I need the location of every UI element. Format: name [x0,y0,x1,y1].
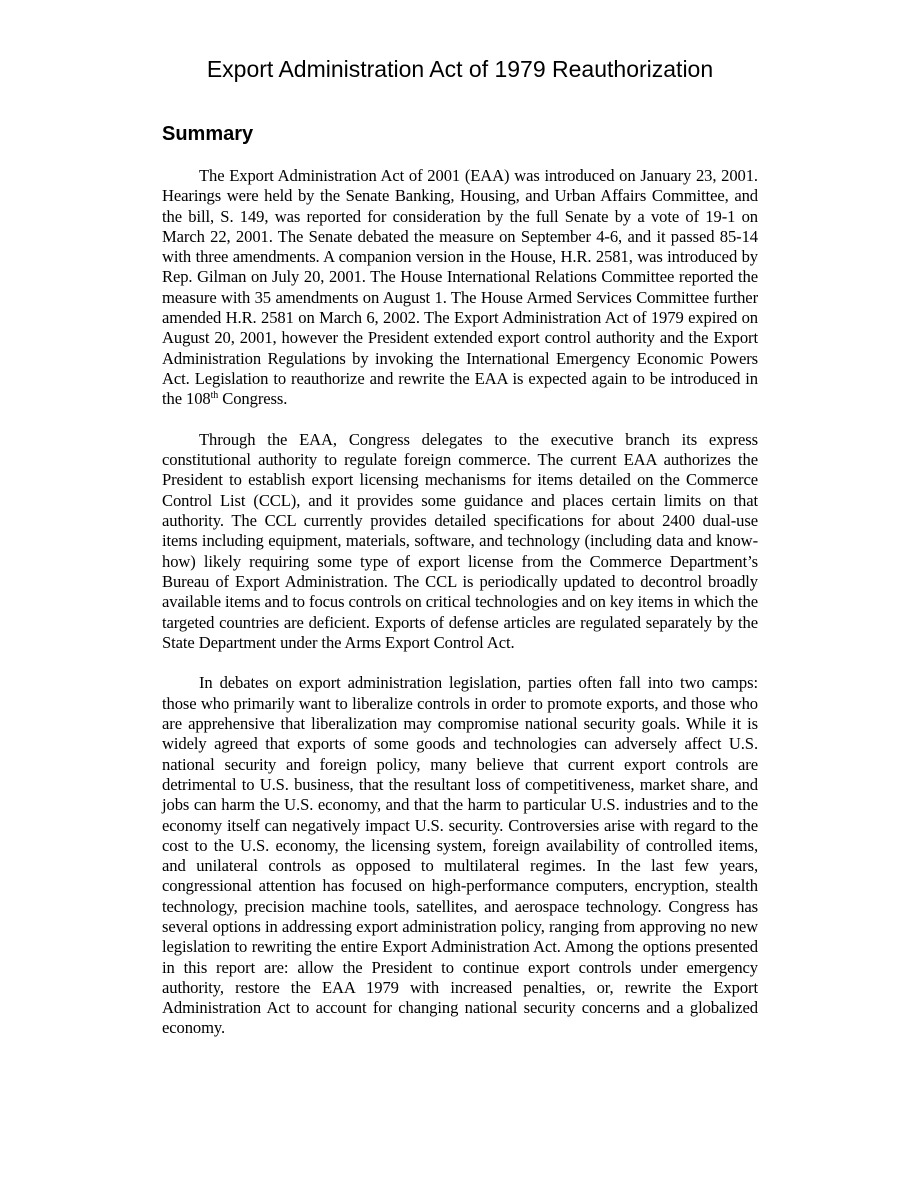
summary-paragraph-2: Through the EAA, Congress delegates to the executive branch its express constitutional authority to regulate foreign commerce. The current EAA authorizes the President to establish export licensing mechanisms for items detailed on the Commerce Control List (CCL), and it provides some guidance and places certain limits on that authority. The CCL currently provides detailed specifications for about 2400 dual-use items including equipment, materials, software, and technology (including data and know-how) likely requiring some type of export license from the Commerce Department’s Bureau of Export Administration. The CCL is periodically updated to decontrol broadly available items and to focus controls on critical technologies and on key items in which the targeted countries are deficient. Exports of defense articles are regulated separately by the State Department under the Arms Export Control Act. [162,429,758,652]
paragraph-1-text-end: Congress. [218,389,288,409]
section-heading-summary: Summary [162,123,254,145]
ordinal-superscript: th [210,390,219,402]
paragraph-1-text: The Export Administration Act of 2001 (EAA) was introduced on January 23, 2001. Hearings were held by the Senate Banking, Housing, and Urban Affairs Committee, and the bill, S. 149, was reported for consideration by the full Senate by a vote of 19-1 on March 22, 2001. The Senate debated the measure on September 4-6, and it passed 85-14 with three amendments. A companion version in the House, H.R. 2581, was introduced by Rep. Gilman on July 20, 2001. The House International Relations Committee reported the measure with 35 amendments on August 1. The House Armed Services Committee further amended H.R. 2581 on March 6, 2002. The Export Administration Act of 1979 expired on August 20, 2001, however the President extended export control authority and the Export Administration Regulations by invoking the International Emergency Economic Powers Act. Legislation to reauthorize and rewrite the EAA is expected again to be introduced in the 108 [162,166,758,409]
summary-paragraph-1 [162,166,758,410]
summary-paragraph-3: In debates on export administration legislation, parties often fall into two camps: those who primarily want to liberalize controls in order to promote exports, and those who are apprehensive that liberalization may compromise national security goals. While it is widely agreed that exports of some goods and technologies can adversely affect U.S. national security and foreign policy, many believe that current export controls are detrimental to U.S. business, that the resultant loss of competitiveness, market share, and jobs can harm the U.S. economy, and that the harm to particular U.S. industries and to the economy itself can negatively impact U.S. security. Controversies arise with regard to the cost to the U.S. economy, the licensing system, foreign availability of controlled items, and unilateral controls as opposed to multilateral regimes. In the last few years, congressional attention has focused on high-performance computers, encryption, stealth technology, precision machine tools, satellites, and aerospace technology. Congress has several options in addressing export administration policy, ranging from approving no new legislation to rewriting the entire Export Administration Act. Among the options presented in this report are: allow the President to continue export controls under emergency authority, restore the EAA 1979 with increased penalties, or, rewrite the Export Administration Act to account for changing national security concerns and a globalized economy. [162,673,758,1038]
page-title: Export Administration Act of 1979 Reauthorization [206,56,714,82]
summary-body [162,166,758,1059]
